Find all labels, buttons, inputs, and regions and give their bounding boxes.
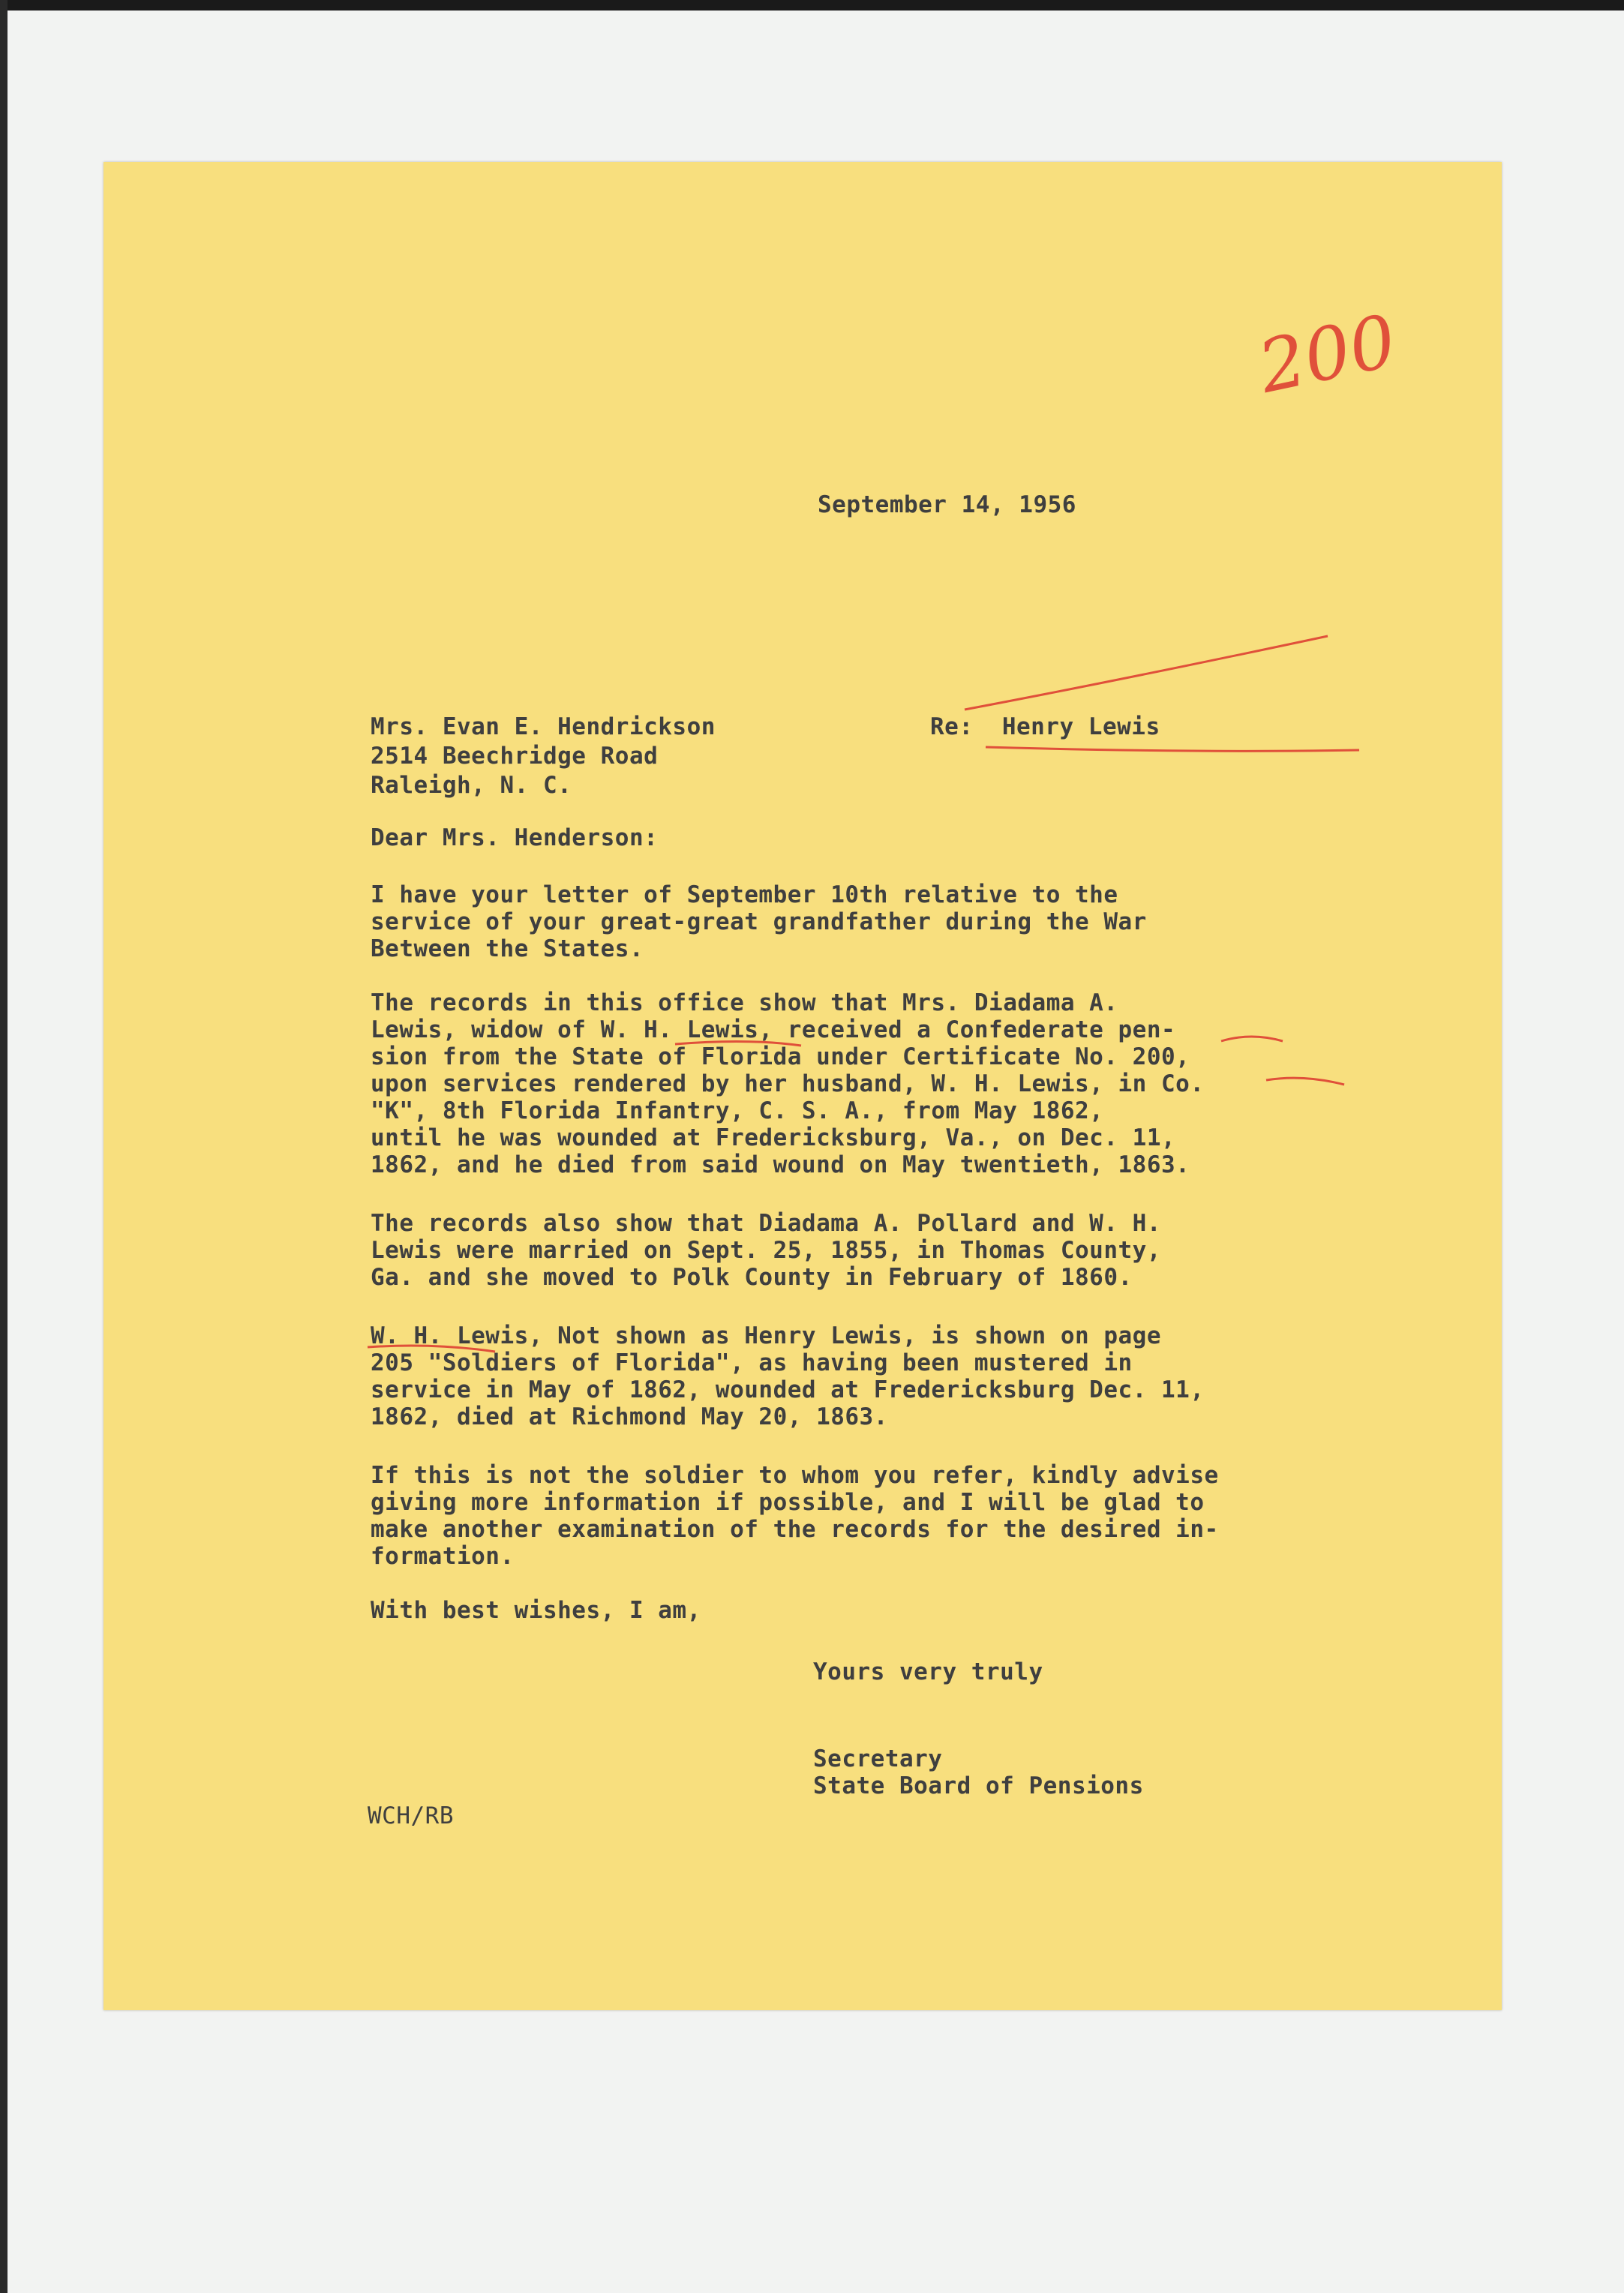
body-line: 205 "Soldiers of Florida", as having been mustered in — [371, 1349, 1133, 1376]
body-line: upon services rendered by her husband, W. H. Lewis, in Co. — [371, 1070, 1205, 1097]
body-line: Lewis, widow of W. H. Lewis, received a Confederate pen- — [371, 1016, 1176, 1043]
body-line: 1862, died at Richmond May 20, 1863. — [371, 1403, 888, 1430]
body-line: service of your great-great grandfather during the War — [371, 908, 1147, 935]
body-line: If this is not the soldier to whom you refer, kindly advise — [371, 1462, 1219, 1489]
signature-title: Secretary — [813, 1745, 943, 1772]
body-line: formation. — [371, 1543, 515, 1570]
salutation: Dear Mrs. Henderson: — [371, 824, 659, 851]
body-line: 1862, and he died from said wound on May twentieth, 1863. — [371, 1151, 1190, 1178]
closing-line: With best wishes, I am, — [371, 1597, 701, 1624]
signature-org: State Board of Pensions — [813, 1772, 1144, 1799]
red-pencil-marks — [104, 162, 1502, 2010]
body-line: W. H. Lewis, Not shown as Henry Lewis, is shown on page — [371, 1322, 1161, 1349]
body-line: Ga. and she moved to Polk County in February of 1860. — [371, 1264, 1133, 1291]
body-line: The records in this office show that Mrs. Diadama A. — [371, 989, 1118, 1016]
body-line: make another examination of the records for the desired in- — [371, 1516, 1219, 1543]
body-line: until he was wounded at Fredericksburg, Va., on Dec. 11, — [371, 1124, 1176, 1151]
address-line: Mrs. Evan E. Hendrickson — [371, 713, 716, 740]
scanner-edge-left — [0, 0, 8, 2293]
body-line: giving more information if possible, and I will be glad to — [371, 1489, 1205, 1516]
body-line: "K", 8th Florida Infantry, C. S. A., from May 1862, — [371, 1097, 1104, 1124]
body-line: sion from the State of Florida under Certificate No. 200, — [371, 1043, 1190, 1070]
scanner-edge-top — [0, 0, 1624, 11]
body-line: service in May of 1862, wounded at Fredericksburg Dec. 11, — [371, 1376, 1205, 1403]
body-line: Between the States. — [371, 935, 644, 962]
address-line: 2514 Beechridge Road — [371, 743, 659, 770]
body-line: I have your letter of September 10th relative to the — [371, 881, 1118, 908]
complimentary-close: Yours very truly — [813, 1658, 1043, 1685]
body-line: Lewis were married on Sept. 25, 1855, in Thomas County, — [371, 1237, 1161, 1264]
re-line: Re: Henry Lewis — [930, 713, 1160, 740]
body-line: The records also show that Diadama A. Pollard and W. H. — [371, 1210, 1161, 1237]
handwritten-annotation: 200 — [1251, 299, 1403, 410]
letter-date: September 14, 1956 — [818, 491, 1076, 518]
address-line: Raleigh, N. C. — [371, 772, 572, 799]
typist-initials: WCH/RB — [368, 1802, 454, 1829]
letter-paper — [104, 162, 1502, 2010]
